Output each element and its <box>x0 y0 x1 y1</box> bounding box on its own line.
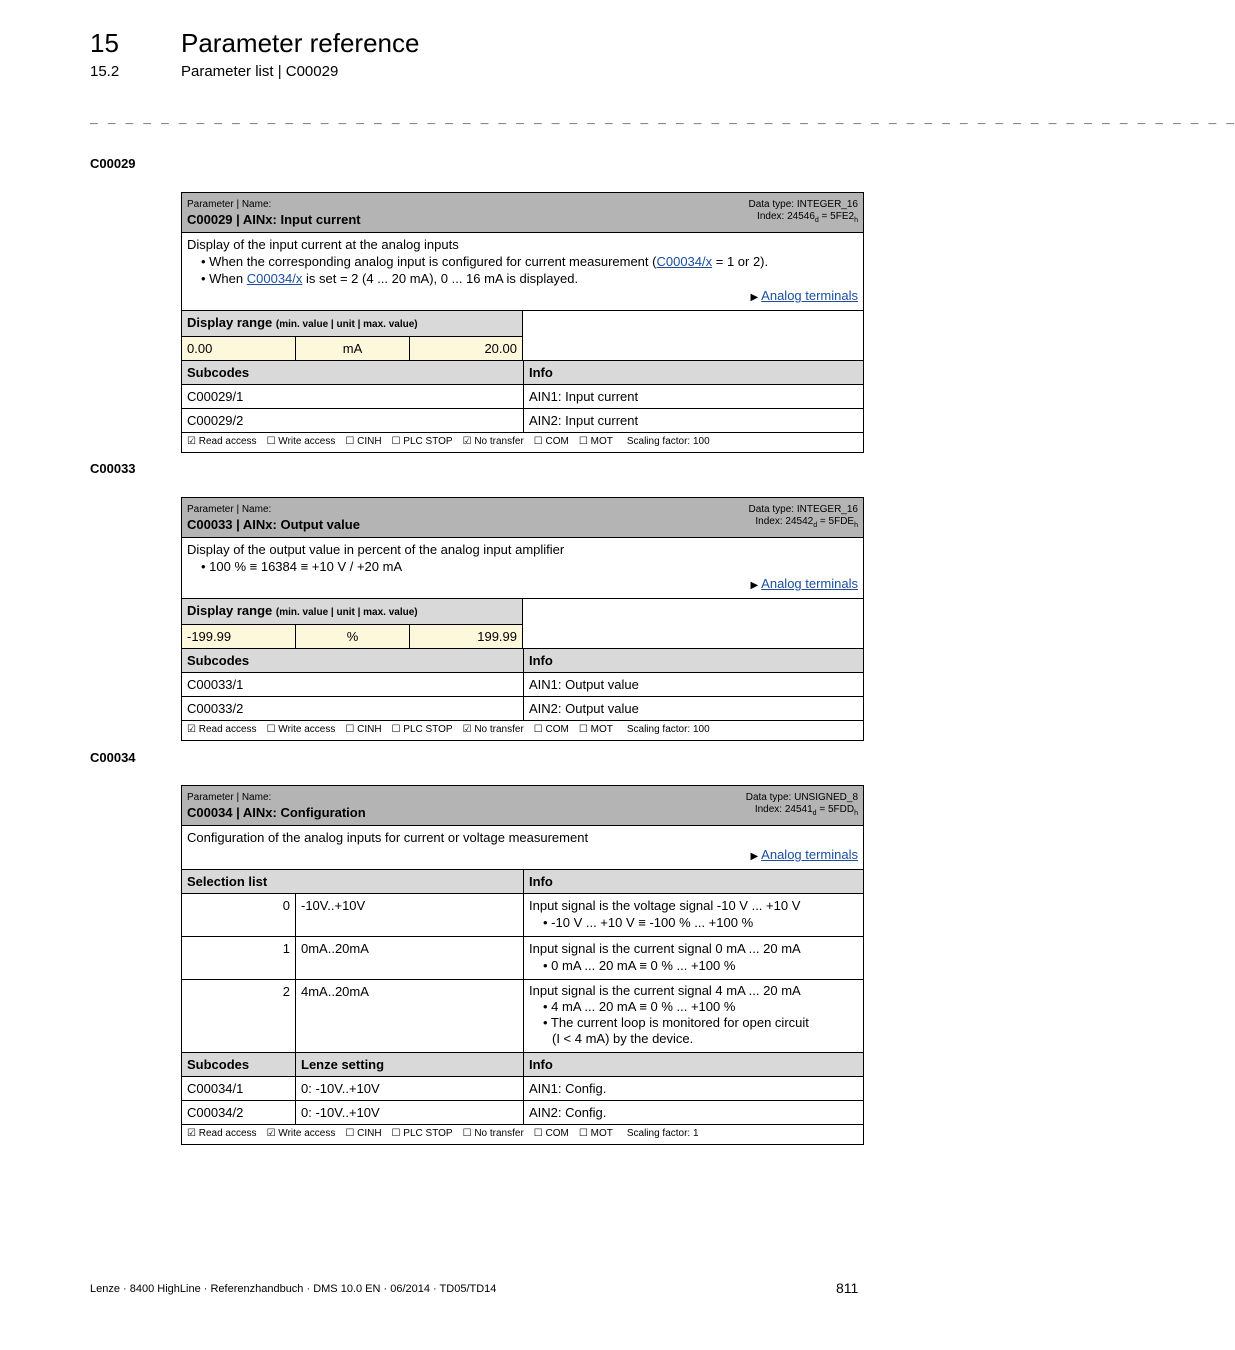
lenze-setting: 0: -10V..+10V <box>301 1081 380 1096</box>
subcode-info: AIN1: Input current <box>523 385 863 408</box>
selection-list-header: Selection list <box>182 870 523 893</box>
selection-number: 2 <box>182 980 296 1052</box>
param-label: Parameter | Name: <box>187 199 272 210</box>
section-title: Parameter list | C00029 <box>181 63 339 80</box>
selection-row: 1 0mA..20mA Input signal is the current signal 0 mA ... 20 mA • 0 mA ... 20 mA ≡ 0 % ... +100 % <box>182 937 863 980</box>
info-header: Info <box>523 1053 863 1076</box>
subcode: C00029/1 <box>187 389 244 404</box>
info-header: Info <box>523 870 863 893</box>
c00034-heading: C00034 <box>90 750 136 765</box>
display-range-label: Display range (min. value | unit | max. value) <box>182 599 523 625</box>
param-name: C00034 | AINx: Configuration <box>187 805 366 820</box>
subcode-info: AIN2: Config. <box>523 1101 863 1124</box>
c00034-table <box>181 785 864 1145</box>
analog-terminals-link[interactable]: Analog terminals <box>761 576 858 591</box>
param-header <box>182 193 863 233</box>
info-header: Info <box>523 649 863 672</box>
subcodes-header: Subcodes <box>182 361 523 384</box>
section-number: 15.2 <box>90 63 120 80</box>
selection-info: Input signal is the current signal 4 mA ... 20 mA <box>529 983 801 998</box>
triangle-right-icon: ▶ <box>750 580 759 591</box>
display-range-label: Display range (min. value | unit | max. value) <box>182 311 523 337</box>
selection-label: 0mA..20mA <box>301 941 369 956</box>
c00029-heading: C00029 <box>90 156 136 171</box>
param-label: Parameter | Name: <box>187 792 272 803</box>
access-flags: ☑ Read access ☐ Write access ☐ CINH ☐ PLC STOP ☑ No transfer ☐ COM ☐ MOT Scaling factor: 100 <box>187 724 710 735</box>
data-type: Data type: UNSIGNED_8 Index: $24541_d = 5FDD_h$ <box>745 792 858 817</box>
c00033-table <box>181 497 864 741</box>
selection-info: Input signal is the voltage signal -10 V ... +10 V <box>529 898 801 913</box>
lenze-setting: 0: -10V..+10V <box>301 1105 380 1120</box>
subcode: C00034/2 <box>182 1101 296 1124</box>
selection-row: 0 -10V..+10V Input signal is the voltage signal -10 V ... +10 V • -10 V ... +10 V ≡ -100 % ... +100 % <box>182 894 863 937</box>
c00034-link[interactable]: C00034/x <box>656 254 713 269</box>
analog-terminals-link[interactable]: Analog terminals <box>761 288 858 303</box>
param-header <box>182 498 863 538</box>
description: Display of the input current at the analog inputs • When the corresponding analog input is configured for current measurement (C00034/x = 1 or 2). • When C00034/x is set = 2 (4 ... 20 mA), 0 ... 16 mA is displayed. ▶ Analog terminals <box>182 233 863 311</box>
param-header <box>182 786 863 826</box>
selection-label: -10V..+10V <box>301 898 366 913</box>
description: Display of the output value in percent of the analog input amplifier • 100 % ≡ 16384 ≡ +10 V / +20 mA ▶ Analog terminals <box>182 538 863 599</box>
subcodes-header: Subcodes <box>182 649 523 672</box>
access-flags: ☑ Read access ☑ Write access ☐ CINH ☐ PLC STOP ☐ No transfer ☐ COM ☐ MOT Scaling factor: 1 <box>187 1128 699 1139</box>
param-name: C00033 | AINx: Output value <box>187 517 360 532</box>
analog-terminals-link[interactable]: Analog terminals <box>761 847 858 862</box>
subcodes-header: Subcodes <box>182 1053 296 1076</box>
subcode-info: AIN2: Output value <box>523 697 863 720</box>
selection-number: 1 <box>182 937 296 979</box>
subcode-info: AIN1: Output value <box>523 673 863 696</box>
data-type: Data type: INTEGER_16 Index: $24546_d = 5FE2_h$ <box>748 199 858 224</box>
subcode: C00033/1 <box>187 677 244 692</box>
chapter-number: 15 <box>90 28 119 58</box>
subcode: C00034/1 <box>182 1077 296 1100</box>
min-value: 0.00 <box>182 337 296 360</box>
info-header: Info <box>523 361 863 384</box>
subcode: C00033/2 <box>187 701 244 716</box>
triangle-right-icon: ▶ <box>750 292 759 303</box>
selection-number: 0 <box>182 894 296 936</box>
data-type: Data type: INTEGER_16 Index: $24542_d = 5FDE_h$ <box>748 504 858 529</box>
description: Configuration of the analog inputs for current or voltage measurement ▶ Analog terminals <box>182 826 863 870</box>
unit: mA <box>296 337 410 360</box>
subcode-info: AIN1: Config. <box>523 1077 863 1100</box>
selection-label: 4mA..20mA <box>301 984 369 999</box>
lenze-setting-header: Lenze setting <box>296 1053 523 1076</box>
c00029-table <box>181 192 864 453</box>
page-footer: Lenze · 8400 HighLine · Referenzhandbuch · DMS 10.0 EN · 06/2014 · TD05/TD14 <box>90 1283 497 1295</box>
unit: % <box>296 625 410 648</box>
divider: _ _ _ _ _ _ _ _ _ _ _ _ _ _ _ _ _ _ _ _ _ _ _ _ _ _ _ _ _ _ _ _ _ _ _ _ _ _ _ _ _ _ _ _ _ _ _ _ _ _ _ _ _ _ _ _ _ _ _ _ _ _ _ _ _ <box>90 110 1235 125</box>
param-label: Parameter | Name: <box>187 504 272 515</box>
c00033-heading: C00033 <box>90 461 136 476</box>
min-value: -199.99 <box>182 625 296 648</box>
chapter-title: Parameter reference <box>181 28 420 58</box>
page-number: 811 <box>836 1280 859 1296</box>
max-value: 199.99 <box>410 625 522 648</box>
access-flags: ☑ Read access ☐ Write access ☐ CINH ☐ PLC STOP ☑ No transfer ☐ COM ☐ MOT Scaling factor: 100 <box>187 436 710 447</box>
selection-row: 2 4mA..20mA Input signal is the current signal 4 mA ... 20 mA • 4 mA ... 20 mA ≡ 0 % ... +100 % • The current loop is monitored for open circuit (I < 4 mA) by the device. <box>182 980 863 1053</box>
subcode: C00029/2 <box>187 413 244 428</box>
param-name: C00029 | AINx: Input current <box>187 212 361 227</box>
subcode-info: AIN2: Input current <box>523 409 863 432</box>
triangle-right-icon: ▶ <box>750 851 759 862</box>
max-value: 20.00 <box>410 337 522 360</box>
selection-info: Input signal is the current signal 0 mA ... 20 mA <box>529 941 801 956</box>
c00034-link[interactable]: C00034/x <box>246 271 303 286</box>
